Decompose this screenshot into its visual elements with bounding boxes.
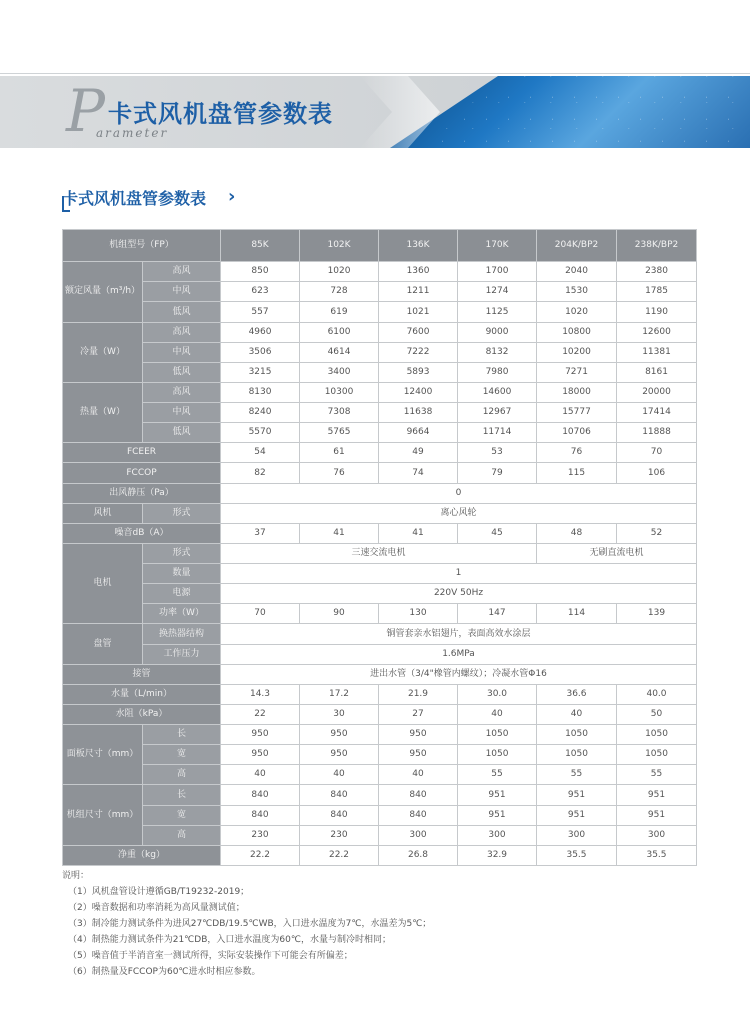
table-row (63, 785, 697, 805)
dim-label: 宽 (143, 745, 221, 765)
motor-type-label: 形式 (143, 543, 221, 563)
table-cell: 9664 (379, 423, 458, 443)
top-rule (0, 73, 750, 74)
table-cell: 1020 (537, 302, 617, 322)
table-cell: 1050 (617, 725, 697, 745)
table-cell: 0 (221, 483, 697, 503)
table-cell: 2040 (537, 262, 617, 282)
fan-label: 风机 (63, 503, 143, 523)
table-cell: 22.2 (300, 845, 379, 865)
table-cell: 840 (221, 785, 300, 805)
table-cell: 40 (537, 704, 617, 724)
table-cell: 7980 (458, 362, 537, 382)
table-cell: 5765 (300, 423, 379, 443)
table-cell: 4960 (221, 322, 300, 342)
table-row (63, 523, 697, 543)
table-cell: 12967 (458, 403, 537, 423)
table-cell: 12600 (617, 322, 697, 342)
table-cell: 35.5 (537, 845, 617, 865)
table-row (63, 382, 697, 402)
coil-label: 盘管 (63, 624, 143, 664)
table-row (63, 443, 697, 463)
table-row (63, 584, 697, 604)
table-cell: 8161 (617, 362, 697, 382)
table-cell: 300 (379, 825, 458, 845)
model-cell: 102K (300, 230, 379, 262)
speed-label: 中风 (143, 342, 221, 362)
table-cell: 623 (221, 282, 300, 302)
speed-label: 低风 (143, 362, 221, 382)
table-row (63, 805, 697, 825)
table-cell: 950 (221, 745, 300, 765)
table-cell: 55 (537, 765, 617, 785)
table-cell: 无刷直流电机 (537, 543, 697, 563)
notes-title: 说明： (62, 871, 90, 881)
table-cell: 30 (300, 704, 379, 724)
table-cell: 5893 (379, 362, 458, 382)
airflow-label: 额定风量（m³/h） (63, 262, 143, 322)
table-cell: 40 (221, 765, 300, 785)
speed-label: 中风 (143, 403, 221, 423)
note-item: （3）制冷能力测试条件为进风27℃DB/19.5℃WB，入口进水温度为7℃，水温差为5℃； (68, 919, 432, 929)
table-cell: 1785 (617, 282, 697, 302)
speed-label: 高风 (143, 382, 221, 402)
table-cell: 950 (379, 745, 458, 765)
table-header-row (63, 230, 697, 262)
table-row (63, 745, 697, 765)
table-cell: 18000 (537, 382, 617, 402)
table-row (63, 664, 697, 684)
pressure-label: 工作压力 (143, 644, 221, 664)
model-cell: 136K (379, 230, 458, 262)
table-cell: 27 (379, 704, 458, 724)
table-cell: 951 (537, 785, 617, 805)
note-item: （1）风机盘管设计遵循GB/T19232-2019； (68, 887, 250, 897)
note-item: （6）制热量及FCCOP为60℃进水时相应参数。 (68, 967, 261, 977)
table-cell: 3215 (221, 362, 300, 382)
table-cell: 1050 (537, 725, 617, 745)
model-cell: 170K (458, 230, 537, 262)
fan-type-label: 形式 (143, 503, 221, 523)
table-cell: 1530 (537, 282, 617, 302)
model-cell: 238K/BP2 (617, 230, 697, 262)
table-cell: 11381 (617, 342, 697, 362)
table-cell: 7308 (300, 403, 379, 423)
table-cell: 90 (300, 604, 379, 624)
table-cell: 48 (537, 523, 617, 543)
table-cell: 950 (300, 745, 379, 765)
table-cell: 17.2 (300, 684, 379, 704)
table-cell: 300 (458, 825, 537, 845)
table-cell: 45 (458, 523, 537, 543)
water-flow-label: 水量（L/min） (63, 684, 221, 704)
banner-letter: P (66, 77, 106, 145)
table-cell: 79 (458, 463, 537, 483)
table-cell: 114 (537, 604, 617, 624)
table-cell: 9000 (458, 322, 537, 342)
motor-power-label: 电源 (143, 584, 221, 604)
banner-title: 卡式风机盘管参数表 (108, 100, 333, 128)
table-cell: 14.3 (221, 684, 300, 704)
table-row (63, 825, 697, 845)
table-cell: 115 (537, 463, 617, 483)
speed-label: 高风 (143, 262, 221, 282)
static-pressure-label: 出风静压（Pa） (63, 483, 221, 503)
table-cell: 12400 (379, 382, 458, 402)
table-cell: 1360 (379, 262, 458, 282)
banner-glass-grid (420, 76, 750, 148)
table-cell: 951 (458, 785, 537, 805)
table-cell: 220V 50Hz (221, 584, 697, 604)
table-cell: 1050 (458, 745, 537, 765)
note-item: （2）噪音数据和功率消耗为高风量测试值； (68, 903, 245, 913)
table-row (63, 503, 697, 523)
table-cell: 40 (458, 704, 537, 724)
table-row (63, 725, 697, 745)
table-cell: 1190 (617, 302, 697, 322)
table-row (63, 322, 697, 342)
table-row (63, 362, 697, 382)
table-cell: 10200 (537, 342, 617, 362)
table-cell: 1050 (617, 745, 697, 765)
table-cell: 55 (458, 765, 537, 785)
weight-label: 净重（kg） (63, 845, 221, 865)
table-cell: 15777 (537, 403, 617, 423)
table-cell: 8130 (221, 382, 300, 402)
table-cell: 进出水管（3/4"橡管内螺纹）；冷凝水管Φ16 (221, 664, 697, 684)
table-cell: 36.6 (537, 684, 617, 704)
table-cell: 10800 (537, 322, 617, 342)
speed-label: 低风 (143, 302, 221, 322)
heating-label: 热量（W） (63, 382, 143, 442)
motor-qty-label: 数量 (143, 564, 221, 584)
table-cell: 74 (379, 463, 458, 483)
cooling-label: 冷量（W） (63, 322, 143, 382)
table-cell: 3400 (300, 362, 379, 382)
section-title: 卡式风机盘管参数表 (62, 189, 207, 208)
table-cell: 147 (458, 604, 537, 624)
table-row (63, 644, 697, 664)
table-cell: 840 (221, 805, 300, 825)
note-item: （5）噪音值于半消音室一测试所得，实际安装操作下可能会有所偏差； (68, 951, 353, 961)
table-cell: 230 (300, 825, 379, 845)
table-cell: 840 (300, 805, 379, 825)
table-cell: 850 (221, 262, 300, 282)
model-cell: 85K (221, 230, 300, 262)
motor-label: 电机 (63, 543, 143, 624)
dim-label: 高 (143, 765, 221, 785)
table-cell: 49 (379, 443, 458, 463)
speed-label: 中风 (143, 282, 221, 302)
table-cell: 300 (537, 825, 617, 845)
table-cell: 37 (221, 523, 300, 543)
table-cell: 7600 (379, 322, 458, 342)
table-row (63, 684, 697, 704)
fceer-label: FCEER (63, 443, 221, 463)
table-cell: 22 (221, 704, 300, 724)
table-cell: 5570 (221, 423, 300, 443)
table-cell: 10300 (300, 382, 379, 402)
notes (62, 868, 431, 980)
table-cell: 32.9 (458, 845, 537, 865)
motor-rated-label: 功率（W） (143, 604, 221, 624)
table-cell: 1274 (458, 282, 537, 302)
table-row (63, 423, 697, 443)
model-cell: 204K/BP2 (537, 230, 617, 262)
table-cell: 6100 (300, 322, 379, 342)
table-cell: 40 (300, 765, 379, 785)
table-cell: 11638 (379, 403, 458, 423)
table-cell: 4614 (300, 342, 379, 362)
speed-label: 高风 (143, 322, 221, 342)
table-row (63, 564, 697, 584)
table-cell: 17414 (617, 403, 697, 423)
table-cell: 106 (617, 463, 697, 483)
unit-size-label: 机组尺寸（mm） (63, 785, 143, 845)
table-cell: 7222 (379, 342, 458, 362)
dim-label: 长 (143, 785, 221, 805)
table-cell: 1021 (379, 302, 458, 322)
table-row (63, 262, 697, 282)
table-cell: 951 (617, 805, 697, 825)
table-cell: 950 (379, 725, 458, 745)
table-cell: 840 (379, 805, 458, 825)
dim-label: 宽 (143, 805, 221, 825)
table-cell: 82 (221, 463, 300, 483)
table-cell: 1050 (537, 745, 617, 765)
table-cell: 1125 (458, 302, 537, 322)
table-cell: 70 (617, 443, 697, 463)
table-row (63, 483, 697, 503)
table-cell: 8240 (221, 403, 300, 423)
table-cell: 950 (300, 725, 379, 745)
table-cell: 54 (221, 443, 300, 463)
table-cell: 14600 (458, 382, 537, 402)
table-cell: 1211 (379, 282, 458, 302)
table-cell: 40 (379, 765, 458, 785)
table-cell: 728 (300, 282, 379, 302)
table-cell: 139 (617, 604, 697, 624)
table-row (63, 342, 697, 362)
table-cell: 55 (617, 765, 697, 785)
piping-label: 接管 (63, 664, 221, 684)
table-cell: 离心风轮 (221, 503, 697, 523)
table-row (63, 403, 697, 423)
table-cell: 50 (617, 704, 697, 724)
note-item: （4）制热能力测试条件为21℃DB，入口进水温度为60℃，水量与制冷时相同； (68, 935, 391, 945)
table-cell: 20000 (617, 382, 697, 402)
table-cell: 40.0 (617, 684, 697, 704)
model-label: 机组型号（FP） (63, 230, 221, 262)
table-cell: 三速交流电机 (221, 543, 537, 563)
table-cell: 230 (221, 825, 300, 845)
noise-label: 噪音dB（A） (63, 523, 221, 543)
table-cell: 840 (379, 785, 458, 805)
table-row (63, 624, 697, 644)
dim-label: 长 (143, 725, 221, 745)
table-cell: 951 (458, 805, 537, 825)
table-cell: 53 (458, 443, 537, 463)
speed-label: 低风 (143, 423, 221, 443)
table-cell: 22.2 (221, 845, 300, 865)
table-row (63, 463, 697, 483)
table-row (63, 765, 697, 785)
table-cell: 41 (300, 523, 379, 543)
table-row (63, 302, 697, 322)
table-row (63, 604, 697, 624)
table-cell: 铜管套亲水铝翅片，表面高效水涂层 (221, 624, 697, 644)
table-cell: 300 (617, 825, 697, 845)
table-cell: 7271 (537, 362, 617, 382)
table-cell: 70 (221, 604, 300, 624)
exchanger-label: 换热器结构 (143, 624, 221, 644)
fccop-label: FCCOP (63, 463, 221, 483)
table-row (63, 704, 697, 724)
table-cell: 76 (300, 463, 379, 483)
table-cell: 951 (537, 805, 617, 825)
table-cell: 951 (617, 785, 697, 805)
table-cell: 8132 (458, 342, 537, 362)
table-cell: 26.8 (379, 845, 458, 865)
table-row (63, 543, 697, 563)
table-cell: 557 (221, 302, 300, 322)
banner-subtitle: arameter (96, 126, 169, 140)
table-cell: 11888 (617, 423, 697, 443)
table-cell: 2380 (617, 262, 697, 282)
table-cell: 21.9 (379, 684, 458, 704)
water-resistance-label: 水阻（kPa） (63, 704, 221, 724)
table-cell: 1050 (458, 725, 537, 745)
table-cell: 1020 (300, 262, 379, 282)
table-cell: 619 (300, 302, 379, 322)
table-cell: 52 (617, 523, 697, 543)
table-cell: 35.5 (617, 845, 697, 865)
table-cell: 76 (537, 443, 617, 463)
chevron-right-icon: › (228, 186, 236, 207)
table-cell: 130 (379, 604, 458, 624)
table-cell: 10706 (537, 423, 617, 443)
table-row (63, 282, 697, 302)
table-cell: 1.6MPa (221, 644, 697, 664)
table-cell: 1 (221, 564, 697, 584)
table-cell: 3506 (221, 342, 300, 362)
table-cell: 950 (221, 725, 300, 745)
panel-size-label: 面板尺寸（mm） (63, 725, 143, 785)
dim-label: 高 (143, 825, 221, 845)
table-cell: 840 (300, 785, 379, 805)
table-row (63, 845, 697, 865)
table-cell: 41 (379, 523, 458, 543)
table-cell: 1700 (458, 262, 537, 282)
table-cell: 11714 (458, 423, 537, 443)
table-cell: 61 (300, 443, 379, 463)
table-cell: 30.0 (458, 684, 537, 704)
parameter-table (62, 229, 697, 866)
